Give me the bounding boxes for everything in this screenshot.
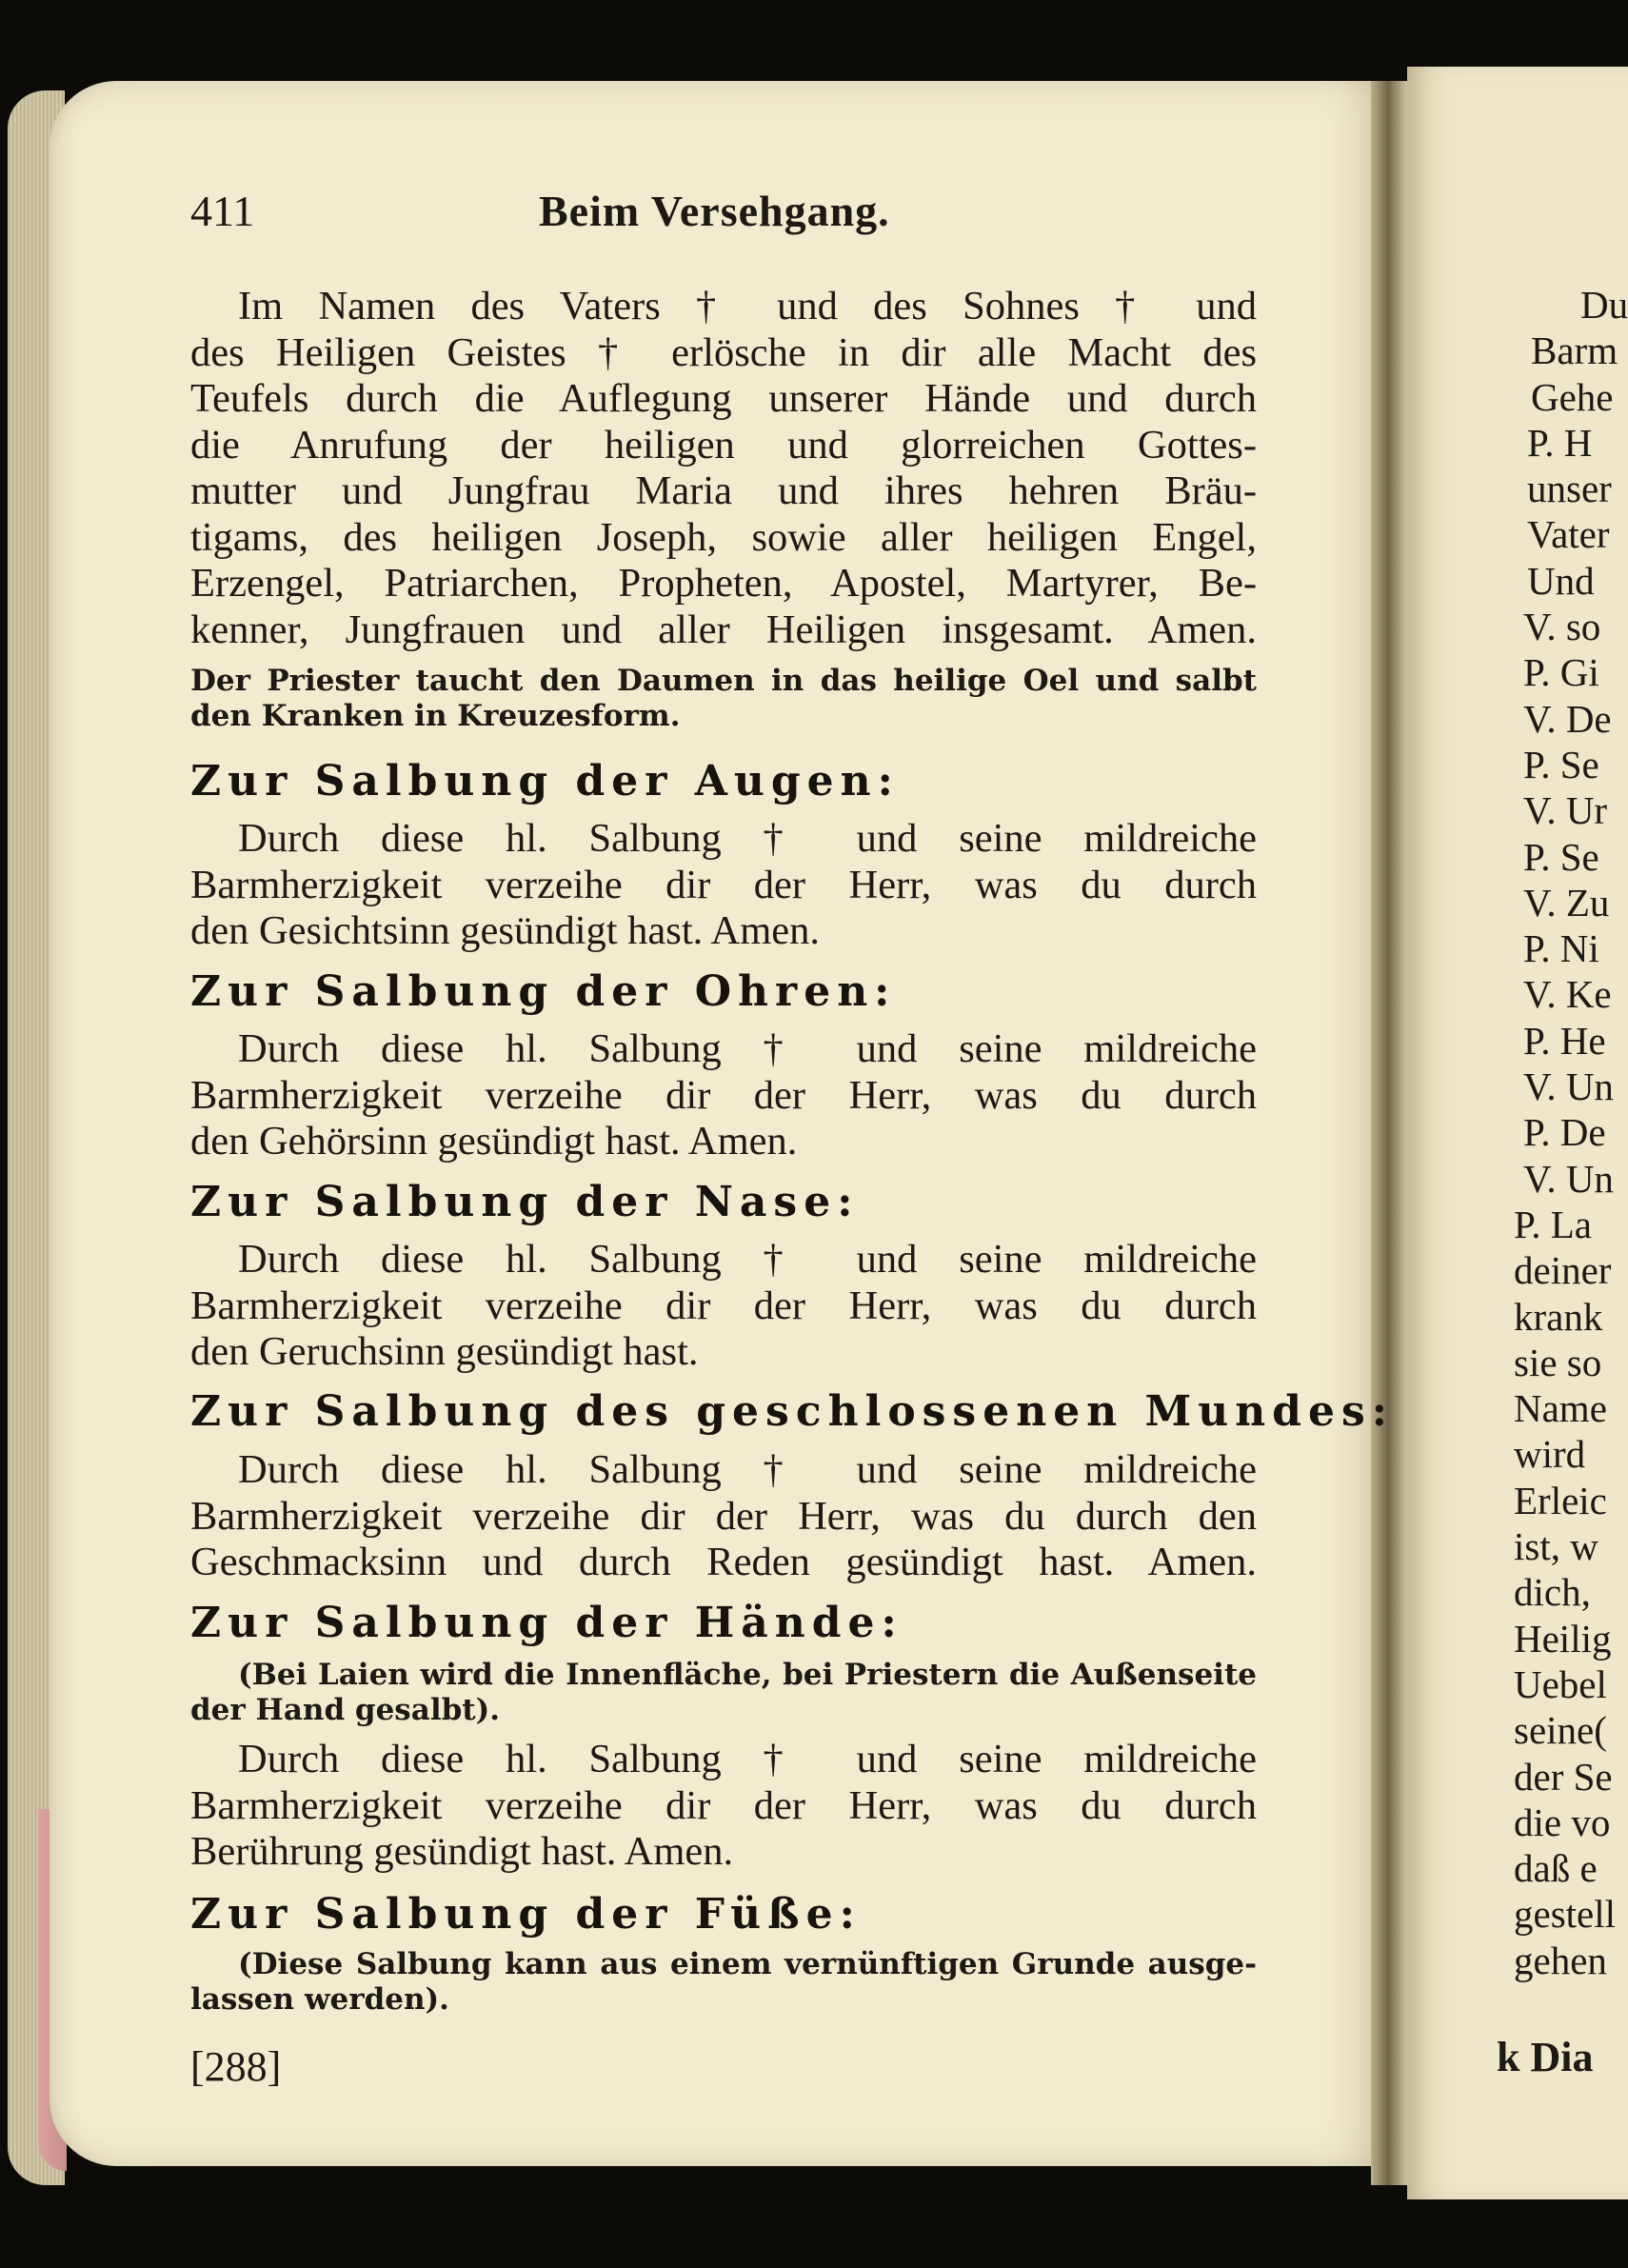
intro-rubric	[190, 664, 1257, 734]
page-header	[190, 186, 1257, 252]
right-line: Und	[1527, 558, 1595, 603]
section-rubric-haende-cont	[190, 1693, 1257, 1728]
right-line: unser	[1527, 467, 1612, 511]
right-line: Barm	[1531, 328, 1618, 373]
section-line: Geschmacksinn und durch Reden gesündigt hast. Amen.	[190, 1540, 1257, 1584]
section-line: Durch diese hl. Salbung † und seine mildreiche	[238, 816, 1257, 861]
rubric-line: Der Priester taucht den Daumen in das heilige Oel und salbt	[190, 664, 1257, 698]
right-line: Vater	[1527, 512, 1610, 557]
right-line: P. De	[1523, 1110, 1606, 1155]
right-line: V. Ur	[1523, 788, 1608, 833]
intro-line: tigams, des heiligen Joseph, sowie aller heiligen Engel,	[190, 514, 1257, 560]
rubric-line: (Bei Laien wird die Innenfläche, bei Priestern die Außenseite	[238, 1658, 1257, 1692]
right-line: gestell	[1514, 1892, 1617, 1937]
section-line: Barmherzigkeit verzeihe dir der Herr, was du durch	[190, 1072, 1257, 1118]
right-line: der Se	[1514, 1754, 1613, 1799]
right-line: Gehe	[1531, 374, 1614, 419]
right-line: seine(	[1514, 1708, 1607, 1753]
right-line: V. Un	[1523, 1064, 1614, 1109]
right-line: P. Se	[1523, 834, 1599, 879]
rubric-line: der Hand gesalbt).	[190, 1693, 501, 1727]
section-line: Barmherzigkeit verzeihe dir der Herr, was du durch	[190, 1782, 1257, 1828]
section-heading-nase: Zur Salbung der Nase:	[190, 1178, 860, 1226]
right-line: deiner	[1514, 1248, 1612, 1293]
right-line: die vo	[1514, 1800, 1611, 1844]
right-line: P. H	[1527, 420, 1593, 465]
intro-line: kenner, Jungfrauen und aller Heiligen insgesamt. Amen.	[190, 607, 1257, 652]
rubric-line: lassen werden).	[190, 1982, 449, 2017]
section-text-ohren	[190, 1026, 1257, 1165]
right-line: sie so	[1514, 1340, 1602, 1384]
right-line: P. La	[1514, 1202, 1592, 1246]
right-line: V. Ke	[1523, 972, 1612, 1017]
intro-line: Im Namen des Vaters † und des Sohnes † und	[238, 284, 1257, 328]
right-page-footer: k Dia	[1497, 2034, 1594, 2080]
section-line: den Gehörsinn gesündigt hast. Amen.	[190, 1119, 798, 1164]
rubric-line: den Kranken in Kreuzesform.	[190, 699, 681, 733]
intro-line: Teufels durch die Auflegung unserer Hände und durch	[190, 376, 1257, 421]
right-line: V. Un	[1523, 1156, 1614, 1201]
page-number: 411	[190, 187, 255, 235]
section-text-nase	[190, 1237, 1257, 1376]
intro-line: des Heiligen Geistes † erlösche in dir alle Macht des	[190, 329, 1257, 375]
right-line: V. De	[1523, 696, 1612, 741]
right-line: gehen	[1514, 1938, 1607, 1982]
right-line: Du	[1580, 283, 1628, 327]
right-line: P. Ni	[1523, 926, 1599, 971]
running-title: Beim Versehgang.	[539, 187, 890, 235]
section-rubric-fuesse	[238, 1947, 1257, 1982]
section-heading-ohren: Zur Salbung der Ohren:	[190, 967, 897, 1016]
section-line: den Gesichtsinn gesündigt hast. Amen.	[190, 908, 821, 953]
intro-line: Erzengel, Patriarchen, Propheten, Apostel, Martyrer, Be-	[190, 561, 1257, 606]
right-line: Heilig	[1514, 1616, 1612, 1661]
right-line: krank	[1514, 1294, 1603, 1339]
right-line: P. Se	[1523, 742, 1599, 786]
section-text-mund	[190, 1447, 1257, 1586]
right-line: Name	[1514, 1386, 1607, 1431]
section-line: Durch diese hl. Salbung † und seine mildreiche	[238, 1026, 1257, 1071]
right-line: Uebel	[1514, 1661, 1607, 1706]
intro-paragraph	[190, 284, 1257, 653]
section-line: Durch diese hl. Salbung † und seine mildreiche	[238, 1737, 1257, 1781]
section-heading-augen: Zur Salbung der Augen:	[190, 757, 900, 806]
section-heading-mund: Zur Salbung des geschlossenen Mundes:	[190, 1387, 1394, 1436]
right-line: P. He	[1523, 1018, 1606, 1063]
right-line: V. Zu	[1523, 880, 1610, 925]
right-line: wird	[1514, 1432, 1586, 1477]
section-line: Durch diese hl. Salbung † und seine mildreiche	[238, 1237, 1257, 1282]
section-rubric-haende	[238, 1658, 1257, 1693]
section-heading-haende: Zur Salbung der Hände:	[190, 1599, 903, 1647]
right-line: Erleic	[1514, 1478, 1607, 1522]
section-text-haende	[190, 1737, 1257, 1876]
right-page-text	[1485, 282, 1628, 1983]
section-line: den Geruchsinn gesündigt hast.	[190, 1329, 699, 1374]
section-text-augen	[190, 816, 1257, 955]
signature-mark: [288]	[190, 2043, 282, 2090]
right-line: ist, w	[1514, 1524, 1598, 1569]
rubric-line: (Diese Salbung kann aus einem vernünftigen Grunde ausge-	[238, 1947, 1257, 1981]
intro-line: mutter und Jungfrau Maria und ihres hehren Bräu-	[190, 468, 1257, 513]
right-line: dich,	[1514, 1570, 1591, 1615]
right-line: daß e	[1514, 1846, 1598, 1891]
section-rubric-fuesse-cont	[190, 1982, 1257, 2018]
section-line: Barmherzigkeit verzeihe dir der Herr, was du durch	[190, 1283, 1257, 1328]
section-line: Berührung gesündigt hast. Amen.	[190, 1829, 734, 1874]
section-line: Barmherzigkeit verzeihe dir der Herr, was du durch	[190, 862, 1257, 907]
section-line: Barmherzigkeit verzeihe dir der Herr, was du durch den	[190, 1493, 1257, 1539]
intro-line: die Anrufung der heiligen und glorreichen Gottes-	[190, 422, 1257, 468]
right-line: V. so	[1523, 605, 1601, 649]
right-line: P. Gi	[1523, 650, 1599, 695]
book-gutter	[1371, 81, 1409, 2185]
section-heading-fuesse: Zur Salbung der Füße:	[190, 1890, 862, 1939]
section-line: Durch diese hl. Salbung † und seine mildreiche	[238, 1447, 1257, 1492]
